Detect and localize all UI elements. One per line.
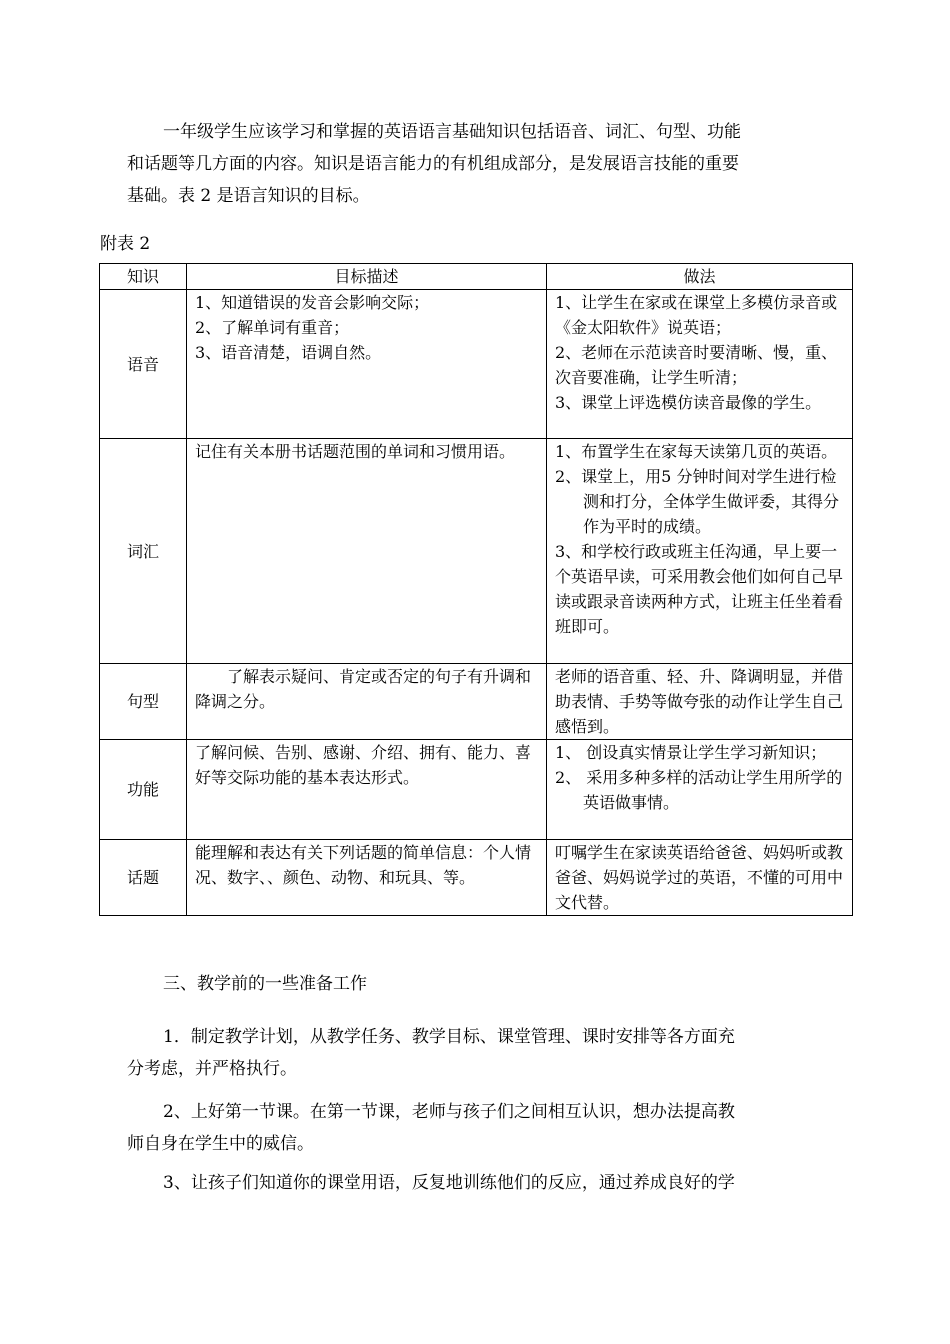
method-cell [547,290,853,439]
goal-cell [187,840,547,916]
intro-line: 和话题等几方面的内容。知识是语言能力的有机组成部分，是发展语言技能的重要 [127,154,739,174]
section-title: 三、教学前的一些准备工作 [163,974,367,994]
table-row [100,840,853,916]
header-goal: 目标描述 [187,264,547,290]
method-item: 1、 创设真实情景让学生学习新知识； [555,743,827,762]
category-cell: 词汇 [100,439,187,664]
intro-line: 基础。表 2 是语言知识的目标。 [127,186,370,206]
section-paragraph-3 [127,1167,827,1199]
method-item: 2、老师在示范读音时要清晰、慢，重、次音要准确，让学生听清； [555,343,838,387]
method-item: 2、课堂上，用5 分钟时间对学生进行检测和打分，全体学生做评委，其得分作为平时的成绩。 [555,467,840,536]
knowledge-table [99,263,853,916]
goal-item: 2、了解单词有重音； [195,318,350,337]
category-cell: 句型 [100,664,187,740]
category-cell: 话题 [100,840,187,916]
paragraph-line: 师自身在学生中的威信。 [127,1134,314,1154]
goal-item: 了解表示疑问、肯定或否定的句子有升调和降调之分。 [195,667,532,711]
section-paragraph-2 [127,1096,827,1160]
intro-paragraph [127,116,827,212]
method-cell [547,840,853,916]
method-item: 老师的语音重、轻、升、降调明显，并借助表情、手势等做夸张的动作让学生自己感悟到。 [555,667,844,736]
paragraph-line: 2、上好第一节课。在第一节课，老师与孩子们之间相互认识，想办法提高教 [163,1102,735,1122]
intro-line: 一年级学生应该学习和掌握的英语语言基础知识包括语音、词汇、句型、功能 [163,122,741,142]
paragraph-line: 分考虑，并严格执行。 [127,1059,297,1079]
method-cell [547,439,853,664]
method-item: 叮嘱学生在家读英语给爸爸、妈妈听或教爸爸、妈妈说学过的英语，不懂的可用中文代替。 [555,843,844,912]
paragraph-line: 1．制定教学计划，从教学任务、教学目标、课堂管理、课时安排等各方面充 [163,1027,735,1047]
goal-item: 了解问候、告别、感谢、介绍、拥有、能力、喜好等交际功能的基本表达形式。 [195,743,532,787]
method-item: 2、 采用多种多样的活动让学生用所学的英语做事情。 [555,768,843,812]
goal-cell [187,664,547,740]
header-knowledge: 知识 [100,264,187,290]
category-cell: 语音 [100,290,187,439]
table-row [100,290,853,439]
goal-item: 1、知道错误的发音会影响交际； [195,293,430,312]
goal-item: 记住有关本册书话题范围的单词和习惯用语。 [195,442,516,461]
table-caption: 附表 2 [100,234,151,254]
table-row [100,664,853,740]
goal-item: 3、语音清楚，语调自然。 [195,343,382,362]
goal-cell [187,740,547,840]
method-cell [547,740,853,840]
method-item: 3、和学校行政或班主任沟通，早上要一个英语早读，可采用教会他们如何自己早读或跟录音读两种方式，让班主任坐着看班即可。 [555,542,844,636]
method-item: 3、课堂上评选模仿读音最像的学生。 [555,393,822,412]
method-item: 1、让学生在家或在课堂上多模仿录音或《金太阳软件》说英语； [555,293,838,337]
method-cell [547,664,853,740]
table-row [100,740,853,840]
paragraph-line: 3、让孩子们知道你的课堂用语，反复地训练他们的反应，通过养成良好的学 [163,1173,735,1193]
method-item: 1、布置学生在家每天读第几页的英语。 [555,442,838,461]
header-method: 做法 [547,264,853,290]
table-row [100,439,853,664]
category-cell: 功能 [100,740,187,840]
goal-cell [187,290,547,439]
section-paragraph-1 [127,1021,827,1085]
goal-item: 能理解和表达有关下列话题的简单信息：个人情况、数字、、颜色、动物、和玩具、等。 [195,843,532,887]
goal-cell [187,439,547,664]
table-header-row [100,264,853,290]
